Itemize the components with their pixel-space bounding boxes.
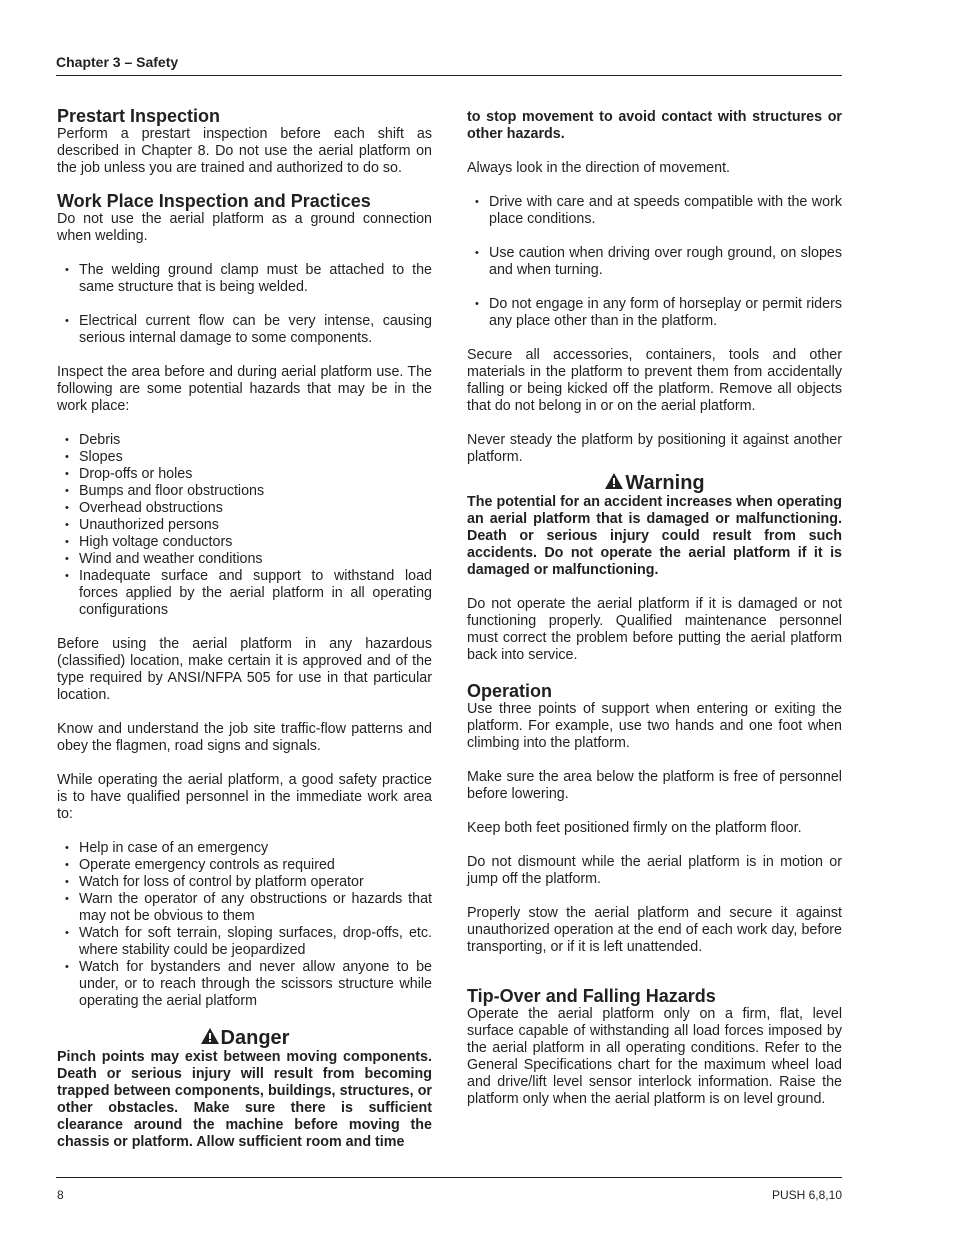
operation-p3: Keep both feet positioned firmly on the platform floor. <box>467 820 802 836</box>
operation-p1: Use three points of support when entering or exiting the platform. For example, use two hands and one foot when climbing into the platform. <box>467 701 842 751</box>
list-item: • Electrical current flow can be very intense, causing serious internal damage to some components. <box>57 313 432 347</box>
workplace-heading: Work Place Inspection and Practices <box>57 191 371 211</box>
workplace-intro: Do not use the aerial platform as a ground connection when welding. <box>57 211 432 244</box>
secure-paragraph: Secure all accessories, containers, tools and other materials in the platform to prevent them from accidentally falling or being kicked off the platform. Remove all objects that do not belong in or on the aerial platform. <box>467 347 842 414</box>
danger-title-text: Danger <box>220 1027 290 1049</box>
hazardous-location-paragraph: Before using the aerial platform in any hazardous (classified) location, make certain it is approved and of the type required by ANSI/NFPA 505 for use in that particular location. <box>57 636 432 703</box>
list-item: • Operate emergency controls as required <box>57 857 432 874</box>
warning-triangle-icon <box>604 472 624 490</box>
operation-heading: Operation <box>467 681 553 701</box>
inspect-paragraph: Inspect the area before and during aerial platform use. The following are some potential hazards that may be in the work place: <box>57 364 432 414</box>
look-paragraph: Always look in the direction of movement. <box>467 160 731 176</box>
list-item: • High voltage conductors <box>57 534 432 551</box>
model-name: PUSH 6,8,10 <box>771 1188 842 1202</box>
operation-p4: Do not dismount while the aerial platform is in motion or jump off the platform. <box>467 854 842 887</box>
warning-title <box>467 472 842 494</box>
list-item: • Debris <box>57 432 432 449</box>
operation-p5: Properly stow the aerial platform and secure it against unauthorized operation at the end of each work day, before transporting, or if it is left unattended. <box>467 905 842 955</box>
warning-triangle-icon <box>200 1027 220 1045</box>
prestart-body: Perform a prestart inspection before each shift as described in Chapter 8. Do not use the aerial platform on the job unless you are trained and authorized to do so. <box>57 126 432 176</box>
list-item: • The welding ground clamp must be attached to the same structure that is being welded. <box>57 262 432 296</box>
right-column <box>467 109 842 1108</box>
footer-rule <box>56 1177 842 1178</box>
danger-continued-text: to stop movement to avoid contact with structures or other hazards. <box>467 109 842 142</box>
list-item: • Drop-offs or holes <box>57 466 432 483</box>
left-column <box>57 106 432 1151</box>
list-item: • Watch for soft terrain, sloping surfaces, drop-offs, etc. where stability could be jeopardized <box>57 925 432 959</box>
tipover-heading: Tip-Over and Falling Hazards <box>467 986 716 1006</box>
hazards-list <box>57 432 432 619</box>
list-item: • Warn the operator of any obstructions or hazards that may not be obvious to them <box>57 891 432 925</box>
traffic-paragraph: Know and understand the job site traffic-flow patterns and obey the flagmen, road signs and signals. <box>57 721 432 754</box>
personnel-list <box>57 840 432 1010</box>
list-item: • Wind and weather conditions <box>57 551 432 568</box>
welding-list <box>57 262 432 347</box>
warning-title-text: Warning <box>625 472 705 494</box>
chapter-header: Chapter 3 – Safety <box>56 54 179 70</box>
list-item: • Use caution when driving over rough ground, on slopes and when turning. <box>467 245 842 279</box>
list-item: • Watch for loss of control by platform operator <box>57 874 432 891</box>
danger-title <box>57 1027 432 1049</box>
list-item: • Bumps and floor obstructions <box>57 483 432 500</box>
list-item: • Do not engage in any form of horseplay or permit riders any place other than in the platform. <box>467 296 842 330</box>
drive-list <box>467 194 842 330</box>
list-item: • Overhead obstructions <box>57 500 432 517</box>
list-item: • Help in case of an emergency <box>57 840 432 857</box>
list-item: • Slopes <box>57 449 432 466</box>
header-rule <box>56 75 842 76</box>
damaged-paragraph: Do not operate the aerial platform if it is damaged or not functioning properly. Qualified maintenance personnel must correct the problem before putting the aerial platform back into service. <box>467 596 842 663</box>
list-item: • Unauthorized persons <box>57 517 432 534</box>
practice-paragraph: While operating the aerial platform, a good safety practice is to have qualified personnel in the immediate work area to: <box>57 772 432 822</box>
operation-p2: Make sure the area below the platform is free of personnel before lowering. <box>467 769 842 802</box>
warning-text: The potential for an accident increases when operating an aerial platform that is damaged or malfunctioning. Death or serious injury could result from such accidents. Do not operate the aerial platform if it is damaged or malfunctioning. <box>467 494 842 578</box>
tipover-body: Operate the aerial platform only on a firm, flat, level surface capable of withstanding all load forces imposed by the aerial platform in all operating conditions. Refer to the General Specifications chart for the maximum wheel load and drive/lift level sensor interlock information. Raise the platform only when the aerial platform is on level ground. <box>467 1006 842 1107</box>
list-item: • Drive with care and at speeds compatible with the work place conditions. <box>467 194 842 228</box>
page-number: 8 <box>57 1188 64 1202</box>
danger-text: Pinch points may exist between moving components. Death or serious injury will result from becoming trapped between components, buildings, structures, or other obstacles. Make sure there is sufficient clearance around the machine before moving the chassis or platform. Allow sufficient room and time <box>57 1049 432 1150</box>
list-item: • Watch for bystanders and never allow anyone to be under, or to reach through the scissors structure while operating the aerial platform <box>57 959 432 1010</box>
steady-paragraph: Never steady the platform by positioning it against another platform. <box>467 432 842 465</box>
list-item: • Inadequate surface and support to withstand load forces applied by the aerial platform in all operating configurations <box>57 568 432 619</box>
prestart-heading: Prestart Inspection <box>57 106 221 126</box>
